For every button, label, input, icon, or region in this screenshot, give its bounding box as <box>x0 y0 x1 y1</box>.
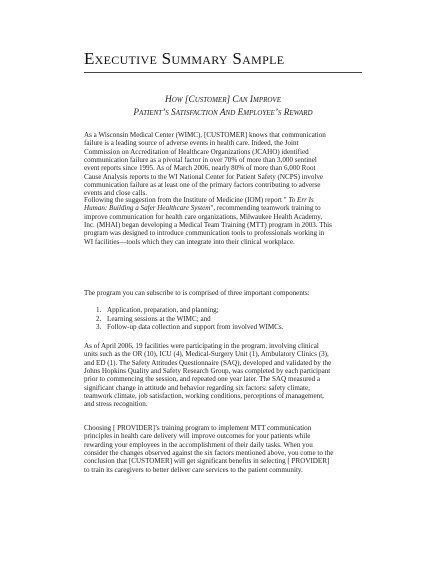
list-number: 3. <box>96 323 102 332</box>
components-list <box>96 306 366 332</box>
paragraph-line: to train its caregivers to better deliver care services to the patient community. <box>84 465 303 474</box>
paragraph-line: prior to commencing the session, and repeated one year later. The SAQ measured a <box>84 375 321 384</box>
paragraph-line: Commission on Accreditation of Healthcare Organizations (JCAHO) identified <box>84 147 309 156</box>
paragraph-line: rewarding your employees in the accomplishment of their daily tasks. When you <box>84 440 313 449</box>
paragraph-line: teamwork climate, job satisfaction, working conditions, perceptions of management, <box>84 392 324 401</box>
list-number: 2. <box>96 314 102 323</box>
paragraph-iom <box>84 196 366 246</box>
paragraph-line: events and close calls. <box>84 189 148 198</box>
paragraph-line: significant change in attitude and behavior regarding six factors: safety climate, <box>84 383 310 392</box>
text-run: ", recommending teamwork training to <box>210 204 321 213</box>
paragraph-line: Inc. (MHAI) began developing a Medical Team Training (MTT) program in 2003. This <box>84 221 332 230</box>
paragraph-line: As a Wisconsin Medical Center (WIMC), [CUSTOMER] knows that communication <box>84 131 326 139</box>
title-rule <box>84 72 362 73</box>
report-title-italic: To Err Is <box>286 196 314 204</box>
paragraph-line: Johns Hopkins Quality and Safety Research Group, was completed by each participant <box>84 367 331 376</box>
paragraph-results <box>84 342 366 409</box>
paragraph-line: failure is a leading source of adverse events in health care. Indeed, the Joint <box>84 139 299 148</box>
paragraph-line: communication failure as at least one of the primary factors contributing to adverse <box>84 181 321 190</box>
list-item <box>96 315 366 324</box>
list-number: 1. <box>96 306 102 314</box>
paragraph-conclusion <box>84 424 366 474</box>
list-item <box>96 306 366 315</box>
paragraph-line <box>84 204 366 212</box>
subtitle-line-1: How [Customer] Can Improve <box>164 95 281 105</box>
paragraph-line: program was designed to introduce communication tools to professionals working in <box>84 229 325 238</box>
paragraph-line: improve communication for health care organizations, Milwaukee Health Academy, <box>84 212 323 221</box>
list-text: Follow-up data collection and support from involved WIMCs. <box>107 323 284 332</box>
list-text: Application, preparation, and planning; <box>107 306 219 314</box>
text-run: Following the suggestion from the Institute of Medicine (IOM) report " <box>84 196 287 204</box>
paragraph-line: principles in health care delivery will improve outcomes for your patients while <box>84 432 311 441</box>
paragraph-line: conclusion that [CUSTOMER] will get significant benefits in selecting [ PROVIDER] <box>84 457 330 466</box>
paragraph-line: units such as the OR (10), ICU (4), Medical-Surgery Unit (1), Ambulatory Clinics (3), <box>84 350 329 359</box>
paragraph-line <box>84 196 366 204</box>
paragraph-components-intro <box>84 289 366 297</box>
paragraph-line: Choosing [ PROVIDER]’s training program to implement MTT communication <box>84 424 312 432</box>
paragraph-intro <box>84 131 366 198</box>
subtitle-line-2: Patient’s Satisfaction And Employee’s Reward <box>133 108 313 118</box>
paragraph-line: WI facilities—tools which they can integrate into their clinical workplace. <box>84 237 295 246</box>
report-title-italic: Human: Building a Safer Healthcare System <box>84 204 211 213</box>
document-title: Executive Summary Sample <box>84 49 285 68</box>
paragraph-line: consider the changes observed against the six factors mentioned above, you come to the <box>84 449 334 458</box>
paragraph-line: event reports since 1995. As of March 2006, nearly 80% of more than 6,000 Root <box>84 164 316 173</box>
paragraph-line: and ED (1). The Safety Attitudes Questionnaire (SAQ), developed and validated by the <box>84 358 332 367</box>
paragraph-line: As of April 2006, 19 facilities were participating in the program, involving clinical <box>84 342 319 350</box>
paragraph-line: Cause Analysis reports to the WI National Center for Patient Safety (NCPS) involve <box>84 172 324 181</box>
list-text: Learning sessions at the WIMC; and <box>107 314 211 323</box>
paragraph-line: and stress recognition. <box>84 400 148 409</box>
list-item <box>96 323 366 332</box>
paragraph-line: The program you can subscribe to is comprised of three important components: <box>84 289 310 297</box>
paragraph-line: communication failure as a pivotal factor in over 70% of more than 3,000 sentinel <box>84 156 317 165</box>
